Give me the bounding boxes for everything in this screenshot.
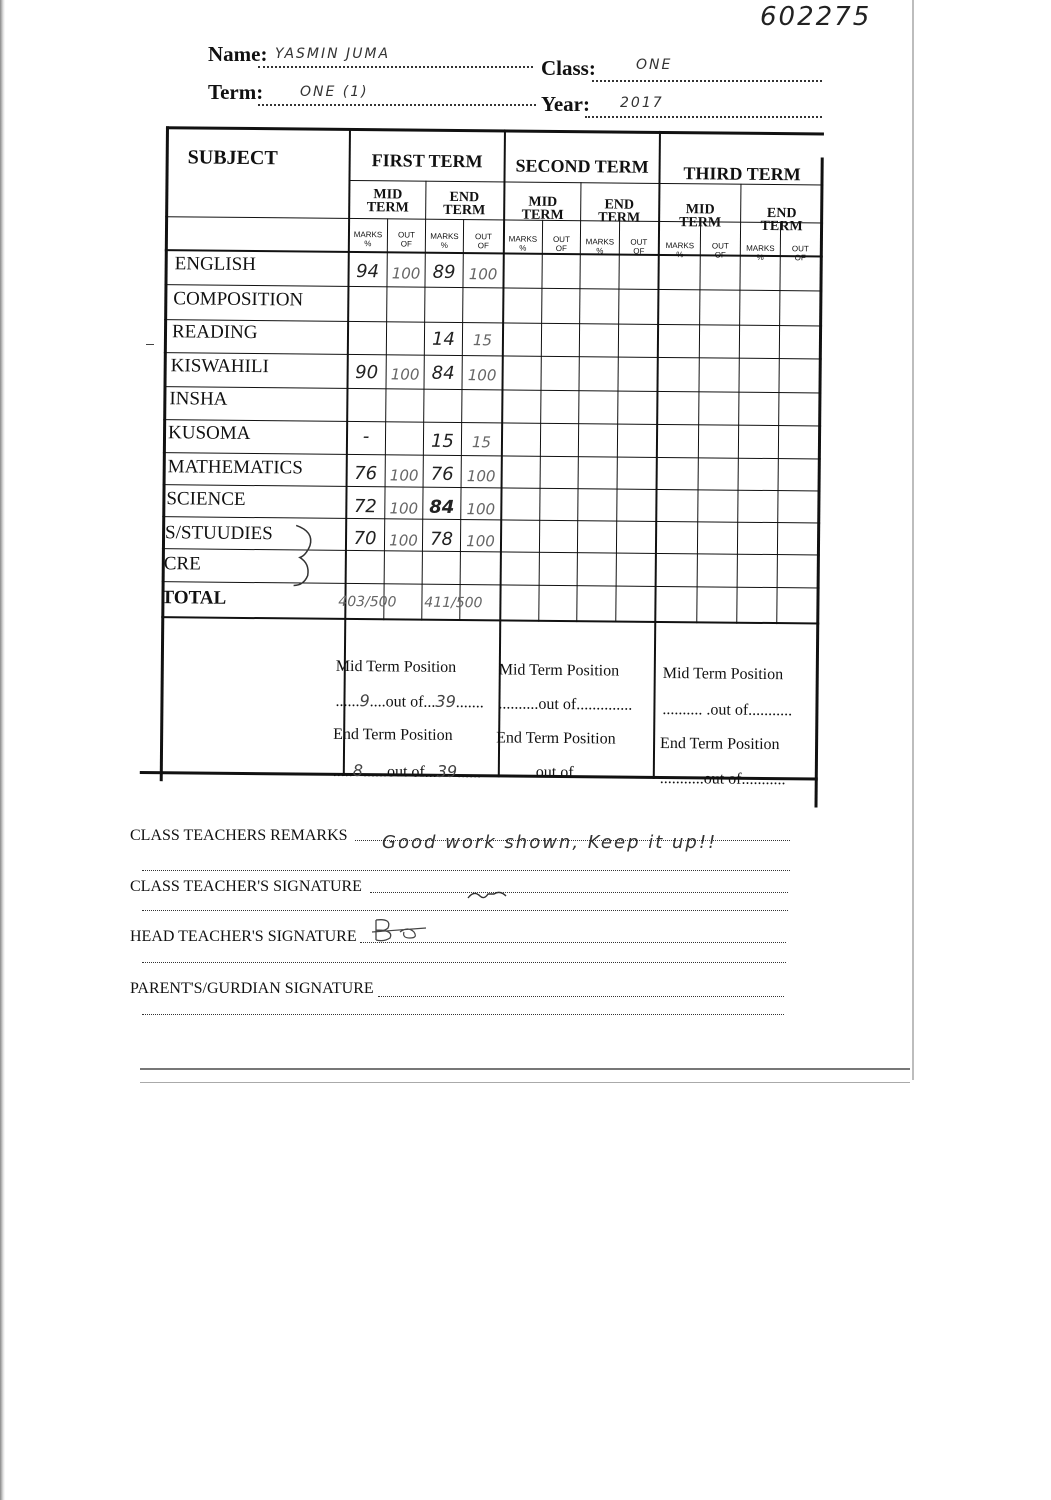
first-mid-outof: 100 [390,365,420,384]
paper-bottom-edge [140,1068,910,1083]
term-label: Term: [208,80,264,104]
remarks-value: Good work shown, Keep it up!! [382,832,718,853]
outof-label: OUT OF [552,234,570,254]
outof-label: OUT OF [711,241,729,260]
first-end-outof: 100 [466,467,496,486]
year-value: 2017 [620,95,664,111]
class-teacher-signature-mark [466,888,510,902]
paper-edge-right [912,0,914,1080]
second-term-header: SECOND TERM [515,155,649,177]
second-mid-label: MID TERM [521,194,564,224]
second-end-position: ..........out of.............. [495,763,630,782]
outof-label: OUT OF [630,237,648,256]
first-end-outof: 100 [466,532,495,551]
margin-tick [146,344,154,345]
first-end-position: .....8......out of...39...... [332,761,482,782]
outof-label: OUT OF [397,230,415,249]
marks-label: MARKS % [746,243,775,262]
name-value: YASMIN JUMA [275,46,391,62]
first-end-mark: 15 [430,430,455,452]
head-teacher-signature-mark [370,916,430,944]
first-end-outof: 100 [467,366,497,385]
subject-label: INSHA [169,388,228,410]
subject-label: READING [171,321,258,344]
first-end-mark: 84 [431,362,455,384]
subject-label: COMPOSITION [173,288,304,311]
remarks-line-2 [142,870,790,871]
first-mid-mark: 90 [355,362,379,384]
scan-edge-left [0,0,5,1500]
document-number: 602275 [760,2,872,32]
first-mid-position: ......9....out of...39....... [335,691,484,712]
third-end-label: END TERM [760,205,803,235]
first-mid-mark: 76 [354,463,378,485]
parent-signature-line [378,996,784,997]
first-end-mark: 89 [432,261,456,283]
subject-label: MATHEMATICS [167,456,303,479]
third-mid-label: MID TERM [679,202,722,231]
first-end-label: END TERM [443,189,486,219]
marks-label: MARKS % [665,240,695,260]
class-teacher-signature-line [370,892,788,893]
marks-label: MARKS % [430,231,459,250]
third-end-position-label: End Term Position [660,734,780,754]
brace-mark [292,523,323,587]
first-mid-mark: - [362,426,370,448]
first-mid-total: 403/500 [338,593,397,611]
subject-header: SUBJECT [187,146,278,170]
first-end-total: 411/500 [424,594,483,612]
class-label: Class: [541,56,596,80]
third-end-position: ...........out of........... [659,769,786,789]
marks-label: MARKS % [353,229,383,249]
class-teacher-signature-line-2 [142,910,788,911]
parent-signature-line-2 [142,1014,784,1015]
first-mid-outof: 100 [391,264,421,283]
report-table [140,126,824,807]
term-value: ONE (1) [300,84,369,100]
class-line [592,58,822,82]
name-label: Name: [208,42,268,66]
subject-label: KISWAHILI [170,355,269,378]
first-mid-position-label: Mid Term Position [335,657,457,677]
class-value: ONE [636,57,673,73]
remarks-label: CLASS TEACHERS REMARKS [130,827,348,844]
second-mid-position-label: Mid Term Position [498,661,620,680]
first-end-position-label: End Term Position [333,725,453,744]
first-mid-mark: 94 [356,261,380,283]
total-label: TOTAL [161,587,227,609]
head-teacher-signature-label: HEAD TEACHER'S SIGNATURE [130,928,357,945]
first-end-outof: 15 [472,331,493,350]
subject-label: SCIENCE [166,488,246,510]
head-teacher-signature-line-2 [142,962,786,963]
first-end-outof: 100 [466,500,496,519]
second-end-label: END TERM [598,197,641,226]
subject-label: ENGLISH [174,253,257,276]
first-mid-outof: 100 [389,531,418,550]
first-end-mark: 14 [431,328,456,350]
first-end-mark: 84 [429,496,455,518]
first-mid-outof: 100 [389,466,419,485]
second-mid-position: ..........out of.............. [498,695,633,714]
year-label: Year: [541,92,590,116]
first-mid-label: MID TERM [366,187,409,216]
subject-label: S/STUUDIES [164,522,273,545]
first-term-header: FIRST TERM [371,150,483,172]
second-end-position-label: End Term Position [496,729,616,748]
first-mid-mark: 72 [353,496,377,518]
subject-label: KUSOMA [167,422,251,445]
marks-label: MARKS % [508,234,538,253]
third-mid-position: .......... .out of........... [662,700,793,720]
first-end-mark: 78 [429,528,454,550]
outof-label: OUT OF [474,232,492,251]
first-end-mark: 76 [430,463,454,485]
frame-left [160,126,169,781]
first-end-outof: 15 [471,433,492,452]
first-mid-outof: 100 [389,499,419,518]
parent-signature-label: PARENT'S/GURDIAN SIGNATURE [130,980,374,997]
frame-top [166,126,824,135]
class-teacher-signature-label: CLASS TEACHER'S SIGNATURE [130,878,362,895]
subject-label: CRE [163,553,201,575]
third-mid-position-label: Mid Term Position [662,664,784,684]
marks-label: MARKS % [585,237,615,256]
first-mid-mark: 70 [353,528,377,550]
outof-label: OUT OF [791,244,809,263]
first-end-outof: 100 [468,265,498,284]
third-term-header: THIRD TERM [683,163,801,185]
